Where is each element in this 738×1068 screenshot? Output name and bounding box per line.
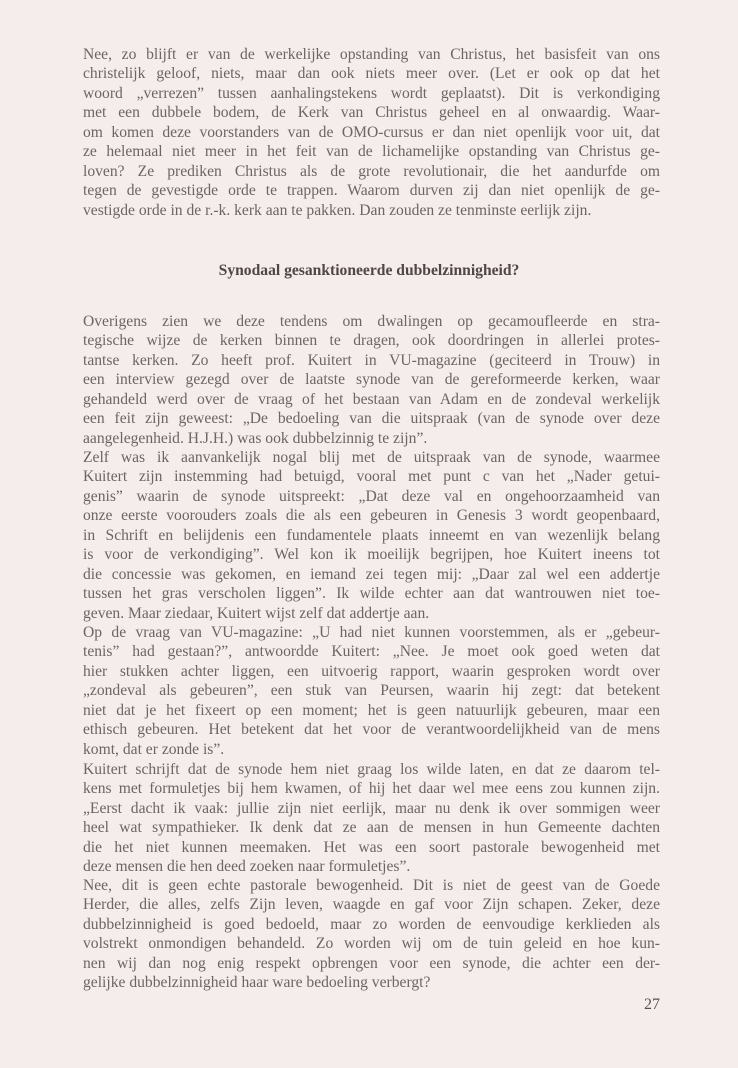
text-line: komt, dat er zonde is”. [83, 740, 225, 758]
section-heading: Synodaal gesanktioneerde dubbelzinnigheid? [218, 262, 520, 279]
text-line: in Schrift en belijdenis een fundamentele plaats inneemt en van wezenlijk belang [83, 526, 660, 544]
text-line: is voor de verkondiging”. Wel kon ik moeilijk begrijpen, hoe Kuitert ineens tot [83, 546, 660, 564]
text-line: tegische wijze de kerken binnen te dragen, ook doordringen in allerlei protes- [83, 332, 660, 350]
text-line: tussen het gras verscholen liggen”. Ik wilde echter aan dat wantrouwen niet toe- [83, 585, 660, 603]
paragraph [83, 760, 660, 877]
text-line: die concessie was gekomen, en iemand zei tegen mij: „Daar zal wel een addertje [83, 565, 660, 583]
text-line: christelijk geloof, niets, maar dan ook niets meer over. (Let er ook op dat het [83, 65, 660, 83]
text-line: Kuitert zijn instemming had betuigd, vooral met punt c van het „Nader getui- [83, 468, 660, 486]
text-line: met een dubbele bodem, de Kerk van Christus geheel en al onwaardig. Waar- [83, 104, 660, 122]
text-line: geven. Maar ziedaar, Kuitert wijst zelf dat addertje aan. [83, 604, 430, 622]
text-line: hier stukken achter liggen, een uitvoerig rapport, waarin gesproken wordt over [83, 662, 660, 680]
paragraph [83, 623, 660, 759]
text-line: volstrekt onmondigen behandeld. Zo worden wij om de tuin geleid en hoe kun- [83, 935, 660, 953]
text-line: Zelf was ik aanvankelijk nogal blij met de uitspraak van de synode, waarmee [83, 449, 660, 466]
text-line: die het niet kunnen meemaken. Het was een soort pastorale bewogenheid met [83, 838, 660, 856]
text-line: tantse kerken. Zo heeft prof. Kuitert in VU-magazine (geciteerd in Trouw) in [83, 351, 660, 369]
text-line: Nee, zo blijft er van de werkelijke opstanding van Christus, het basisfeit van ons [83, 46, 660, 63]
text-line: een feit zijn geweest: „De bedoeling van die uitspraak (van de synode over deze [83, 410, 660, 428]
paragraph [83, 876, 660, 993]
text-line: ze helemaal niet meer in het feit van de lichamelijke opstanding van Christus ge- [83, 143, 660, 161]
text-line: „Eerst dacht ik vaak: jullie zijn niet eerlijk, maar nu denk ik over sommigen weer [83, 799, 660, 817]
text-line: een interview gezegd over de laatste synode van de gereformeerde kerken, waar [83, 371, 660, 389]
paragraph [83, 312, 660, 448]
text-line: vestigde orde in de r.-k. kerk aan te pakken. Dan zouden ze tenminste eerlijk zijn. [83, 201, 592, 219]
text-line: loven? Ze prediken Christus als de grote revolutionair, die het aandurfde om [83, 162, 660, 180]
text-line: woord „verrezen” tussen aanhalingstekens wordt geplaatst). Dit is verkondiging [83, 84, 660, 102]
text-line: Kuitert schrijft dat de synode hem niet graag los wilde laten, en dat ze daarom tel- [83, 761, 660, 778]
text-line: deze mensen die hen deed zoeken naar formuletjes”. [83, 858, 411, 876]
text-line: tegen de gevestigde orde te trappen. Waarom durven zij dan niet openlijk de ge- [83, 182, 660, 200]
text-line: ethisch gebeuren. Het betekent dat het voor de verantwoordelijkheid van de mens [83, 721, 660, 739]
text-line: aangelegenheid. H.J.H.) was ook dubbelzinnig te zijn”. [83, 429, 428, 447]
text-line: tenis” had gestaan?”, antwoordde Kuitert: „Nee. Je moet ook goed weten dat [83, 643, 660, 661]
text-line: Herder, die alles, zelfs Zijn leven, waagde en gaf voor Zijn schapen. Zeker, deze [83, 896, 660, 914]
text-line: genis” waarin de synode uitspreekt: „Dat deze val en ongehoorzaamheid van [83, 487, 660, 505]
intro-paragraph [83, 45, 660, 220]
text-line: Op de vraag van VU-magazine: „U had niet kunnen voorstemmen, als er „gebeur- [83, 624, 660, 641]
text-line: nen wij dan nog enig respekt opbrengen voor een synode, die achter een der- [83, 954, 660, 972]
text-line: Nee, dit is geen echte pastorale bewogenheid. Dit is niet de geest van de Goede [83, 877, 660, 894]
text-line: onze eerste voorouders zoals die als een gebeuren in Genesis 3 wordt geopenbaard, [83, 507, 660, 525]
text-line: gelijke dubbelzinnigheid haar ware bedoeling verbergt? [83, 974, 431, 992]
text-line: „zondeval als gebeuren”, een stuk van Peursen, waarin hij zegt: dat betekent [83, 682, 660, 700]
text-line: gehandeld werd over de vraag of het bestaan van Adam en de zondeval werkelijk [83, 390, 660, 408]
text-line: heel wat sympathieker. Ik denk dat ze aan de mensen in hun Gemeente dachten [83, 819, 660, 837]
text-line: om komen deze voorstanders van de OMO-cursus er dan niet openlijk voor uit, dat [83, 123, 660, 141]
text-line: Overigens zien we deze tendens om dwalingen op gecamoufleerde en stra- [83, 313, 660, 330]
text-line: kens met formuletjes bij hem kwamen, of hij het daar wel mee eens zou kunnen zijn. [83, 780, 660, 798]
text-line: dubbelzinnigheid is goed bedoeld, maar zo worden de eenvoudige kerklieden als [83, 915, 660, 933]
text-line: niet dat je het fixeert op een moment; het is geen natuurlijk gebeuren, maar een [83, 701, 660, 719]
page-number: 27 [644, 996, 660, 1013]
paragraph [83, 448, 660, 623]
